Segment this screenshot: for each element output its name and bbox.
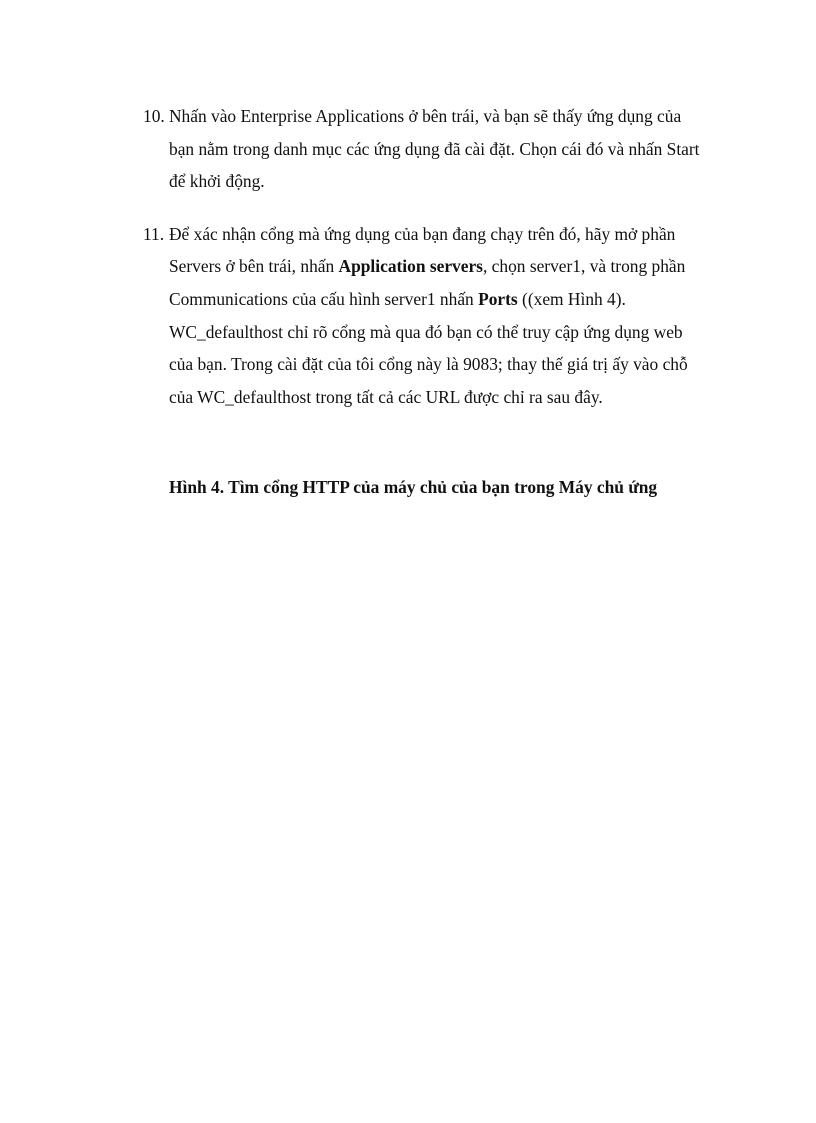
list-item-10 — [143, 100, 703, 198]
list-item-text: Nhấn vào Enterprise Applications ở bên trái, và bạn sẽ thấy ứng dụng của bạn nằm trong danh mục các ứng dụng đã cài đặt. Chọn cái đó và nhấn Start để khởi động. — [169, 106, 700, 192]
text-segment: , chọn server1, và trong phần Communications của cấu hình server1 nhấn — [169, 256, 686, 309]
list-item-11 — [143, 218, 703, 414]
text-segment: Để xác nhận cổng mà ứng dụng của bạn đang chạy trên đó, hãy mở phần Servers ở bên trái, nhấn — [169, 223, 676, 277]
numbered-list — [143, 100, 703, 413]
bold-term-application-servers: Application servers — [338, 256, 483, 277]
list-number: 10. — [143, 106, 165, 126]
bold-term-ports: Ports — [478, 288, 518, 309]
text-segment: ((xem Hình 4). WC_defaulthost chỉ rõ cổng mà qua đó bạn có thể truy cập ứng dụng web của bạn. Trong cài đặt của tôi cổng này là 9083; thay thế giá trị ấy vào chỗ của WC_defaulthost trong tất cả các URL được chỉ ra sau đây. — [169, 288, 688, 407]
figure-caption: Hình 4. Tìm cổng HTTP của máy chủ của bạn trong Máy chủ ứng — [169, 477, 658, 497]
list-number: 11. — [143, 223, 165, 244]
list-item-text — [169, 224, 688, 407]
